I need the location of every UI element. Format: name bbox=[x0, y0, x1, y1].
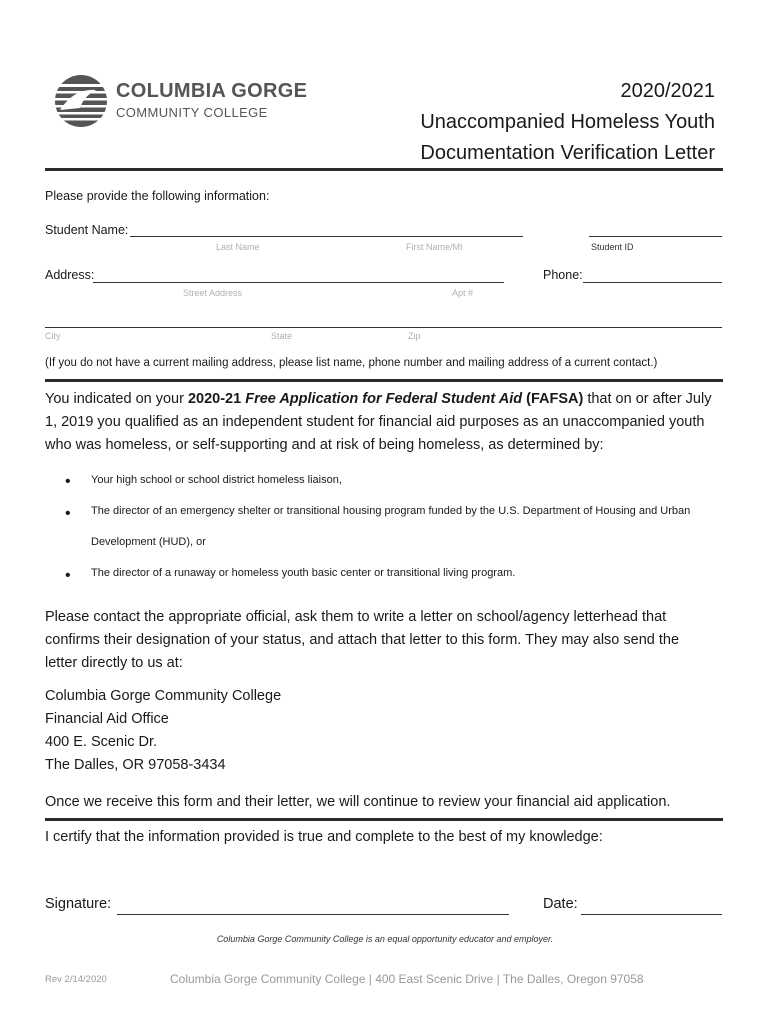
form-divider bbox=[45, 379, 723, 382]
bullet-dot: • bbox=[65, 505, 71, 522]
form-year: 2020/2021 bbox=[620, 80, 715, 102]
apt-caption: Apt # bbox=[452, 288, 474, 298]
signature-field[interactable] bbox=[117, 914, 509, 915]
college-logo-icon bbox=[54, 74, 108, 128]
fafsa-year: 2020-21 bbox=[187, 391, 246, 407]
fafsa-text-c: that on or after July 1, 2019 you qualified as an independent student for financial aid purposes as an unaccompanied youth who was homeless, or self-supporting and at risk of being homeless, as determined by: bbox=[45, 391, 712, 453]
last-name-caption: Last Name bbox=[216, 242, 260, 252]
city-caption: City bbox=[45, 331, 61, 341]
mail-address-line1: Columbia Gorge Community College bbox=[45, 688, 282, 704]
fafsa-name: Free Application for Federal Student Aid bbox=[245, 391, 523, 407]
logo-name: COLUMBIA GORGE bbox=[116, 80, 308, 102]
phone-field[interactable] bbox=[583, 282, 722, 283]
review-note: Once we receive this form and their letter, we will continue to review your financial aid application. bbox=[45, 794, 671, 810]
mail-address-line4: The Dalles, OR 97058-3434 bbox=[45, 757, 226, 773]
first-name-caption: First Name/MI bbox=[406, 242, 463, 252]
footer-address: Columbia Gorge Community College | 400 East Scenic Drive | The Dalles, Oregon 97058 bbox=[170, 972, 644, 986]
address-label: Address: bbox=[45, 268, 95, 282]
certification-statement: I certify that the information provided is true and complete to the best of my knowledge: bbox=[45, 829, 603, 845]
street-address-caption: Street Address bbox=[183, 288, 243, 298]
header-divider bbox=[45, 168, 723, 171]
date-label: Date: bbox=[543, 896, 578, 912]
bullet-shelter-director-cont: Development (HUD), or bbox=[91, 536, 206, 548]
phone-label: Phone: bbox=[543, 268, 583, 282]
contact-official-paragraph: Please contact the appropriate official, ask them to write a letter on school/agency letterhead that confirms their designation of your status, and attach that letter to this form. They may also send the letter directly to us at: bbox=[45, 609, 680, 671]
mail-address-line3: 400 E. Scenic Dr. bbox=[45, 734, 158, 750]
logo-subtitle: COMMUNITY COLLEGE bbox=[116, 105, 268, 120]
student-name-label: Student Name: bbox=[45, 223, 129, 237]
bullet-homeless-liaison: Your high school or school district homeless liaison, bbox=[91, 474, 342, 486]
city-state-zip-field[interactable] bbox=[45, 327, 722, 328]
student-name-field[interactable] bbox=[130, 236, 523, 237]
fafsa-text-a: You indicated on your bbox=[45, 391, 188, 407]
student-id-field[interactable] bbox=[589, 236, 722, 237]
revision-date: Rev 2/14/2020 bbox=[45, 974, 107, 985]
signature-label: Signature: bbox=[45, 896, 112, 912]
mail-address-line2: Financial Aid Office bbox=[45, 711, 169, 727]
fafsa-acronym: (FAFSA) bbox=[522, 391, 584, 407]
zip-caption: Zip bbox=[408, 331, 421, 341]
form-title-line2: Documentation Verification Letter bbox=[420, 142, 715, 164]
bullet-shelter-director: The director of an emergency shelter or transitional housing program funded by the U.S. Department of Housing and Urban bbox=[91, 505, 691, 517]
fafsa-paragraph bbox=[45, 388, 725, 457]
bullet-dot: • bbox=[65, 473, 71, 490]
contact-note: (If you do not have a current mailing address, please list name, phone number and mailing address of a current contact.) bbox=[45, 357, 658, 369]
certify-divider bbox=[45, 818, 723, 821]
college-logo bbox=[54, 74, 344, 128]
form-title-line1: Unaccompanied Homeless Youth bbox=[420, 111, 715, 133]
student-id-caption: Student ID bbox=[591, 242, 634, 252]
bullet-dot: • bbox=[65, 567, 71, 584]
equal-opportunity-note: Columbia Gorge Community College is an equal opportunity educator and employer. bbox=[216, 934, 554, 944]
state-caption: State bbox=[271, 331, 293, 341]
form-intro: Please provide the following information: bbox=[45, 189, 270, 203]
street-address-field[interactable] bbox=[93, 282, 504, 283]
date-field[interactable] bbox=[581, 914, 722, 915]
bullet-runaway-director: The director of a runaway or homeless youth basic center or transitional living program. bbox=[91, 567, 516, 579]
